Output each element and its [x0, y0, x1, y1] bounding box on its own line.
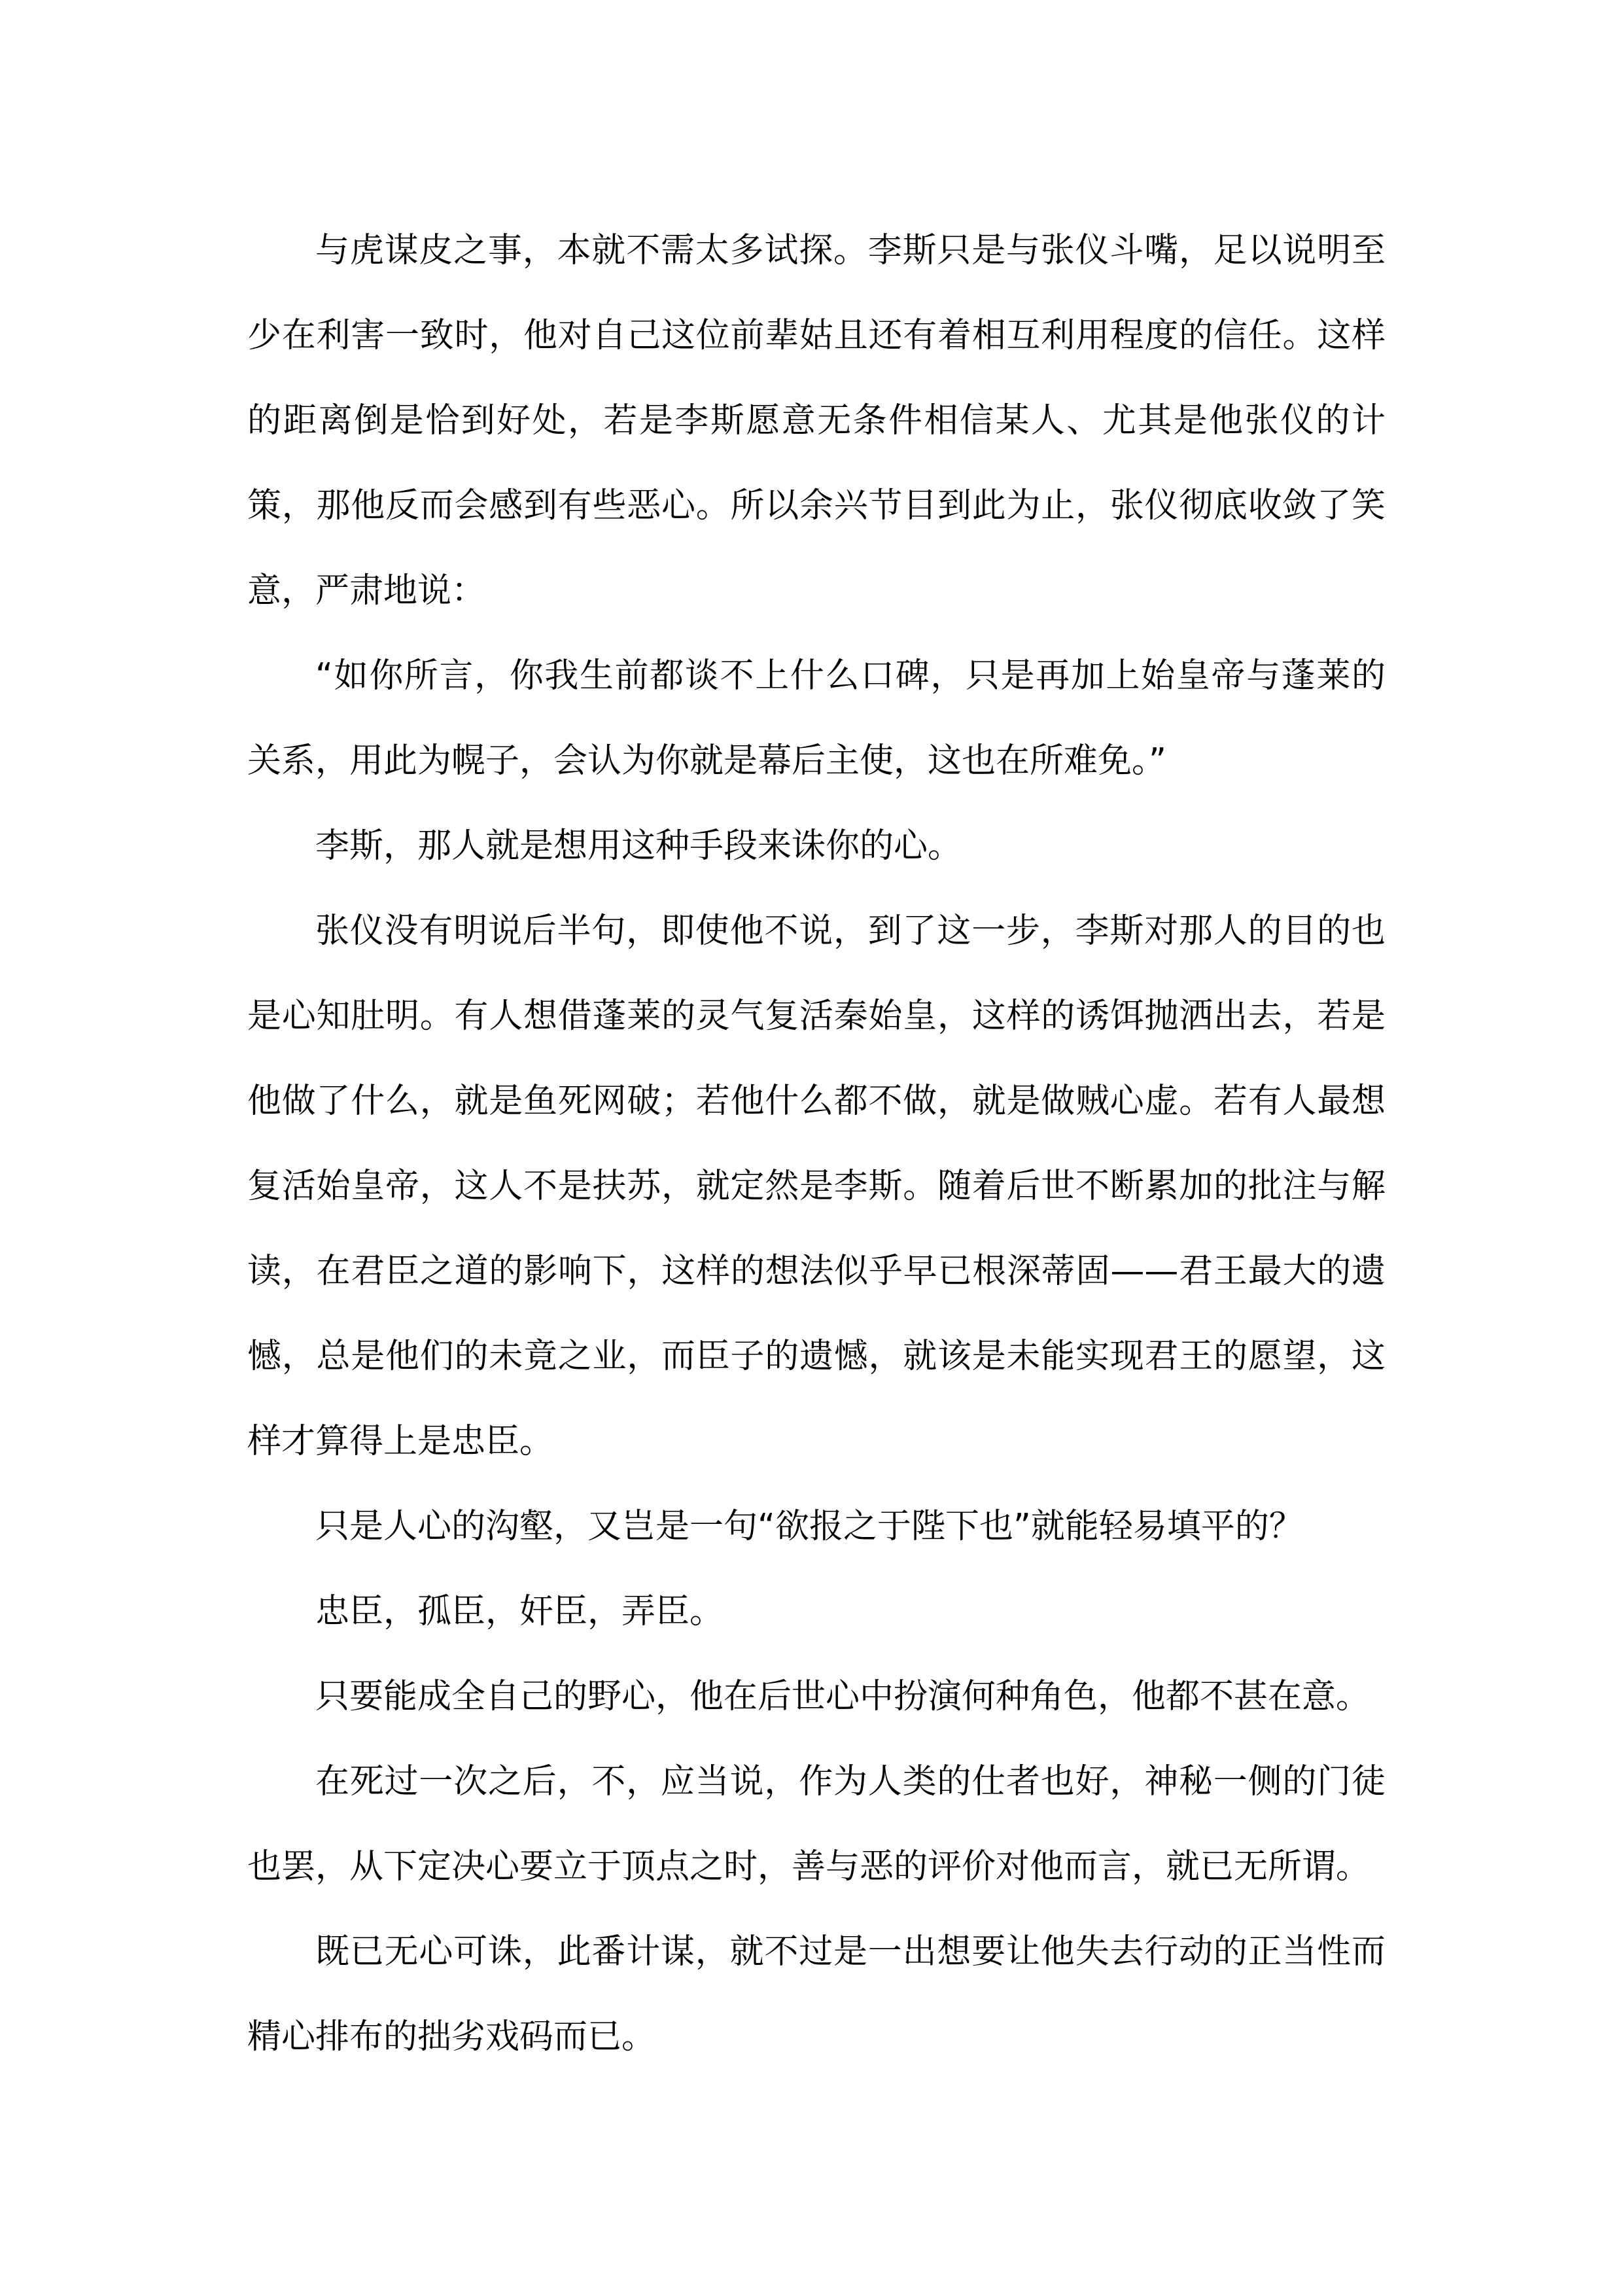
paragraph-8: 在死过一次之后，不，应当说，作为人类的仕者也好，神秘一侧的门徒也罢，从下定决心要立于顶点之时，善与恶的评价对他而言，就已无所谓。 — [247, 1762, 1386, 1886]
paragraph-7: 只要能成全自己的野心，他在后世心中扮演何种角色，他都不甚在意。 — [315, 1677, 1370, 1716]
paragraph-4: 张仪没有明说后半句，即使他不说，到了这一步，李斯对那人的目的也是心知肚明。有人想借蓬莱的灵气复活秦始皇，这样的诱饵抛洒出去，若是他做了什么，就是鱼死网破；若他什么都不做，就是做贼心虚。若有人最想复活始皇帝，这人不是扶苏，就定然是李斯。随着后世不断累加的批注与解读，在君臣之道的影响下，这样的想法似乎早已根深蒂固——君王最大的遗憾，总是他们的未竟之业，而臣子的遗憾，就该是未能实现君王的愿望，这样才算得上是忠臣。 — [247, 911, 1386, 1461]
paragraph-2: “如你所言，你我生前都谈不上什么口碑，只是再加上始皇帝与蓬莱的关系，用此为幌子，会认为你就是幕后主使，这也在所难免。” — [247, 656, 1386, 781]
paragraph-6: 忠臣，孤臣，奸臣，弄臣。 — [315, 1592, 724, 1631]
paragraph-5: 只是人心的沟壑，又岂是一句“欲报之于陛下也”就能轻易填平的？ — [315, 1507, 1303, 1546]
paragraph-9: 既已无心可诛，此番计谋，就不过是一出想要让他失去行动的正当性而精心排布的拙劣戏码而已。 — [247, 1932, 1386, 2057]
paragraph-1: 与虎谋皮之事，本就不需太多试探。李斯只是与张仪斗嘴，足以说明至少在利害一致时，他对自己这位前辈姑且还有着相互利用程度的信任。这样的距离倒是恰到好处，若是李斯愿意无条件相信某人、尤其是他张仪的计策，那他反而会感到有些恶心。所以余兴节目到此为止，张仪彻底收敛了笑意，严肃地说： — [247, 231, 1386, 610]
document-body — [247, 208, 1386, 2079]
paragraph-3: 李斯，那人就是想用这种手段来诛你的心。 — [315, 826, 962, 866]
